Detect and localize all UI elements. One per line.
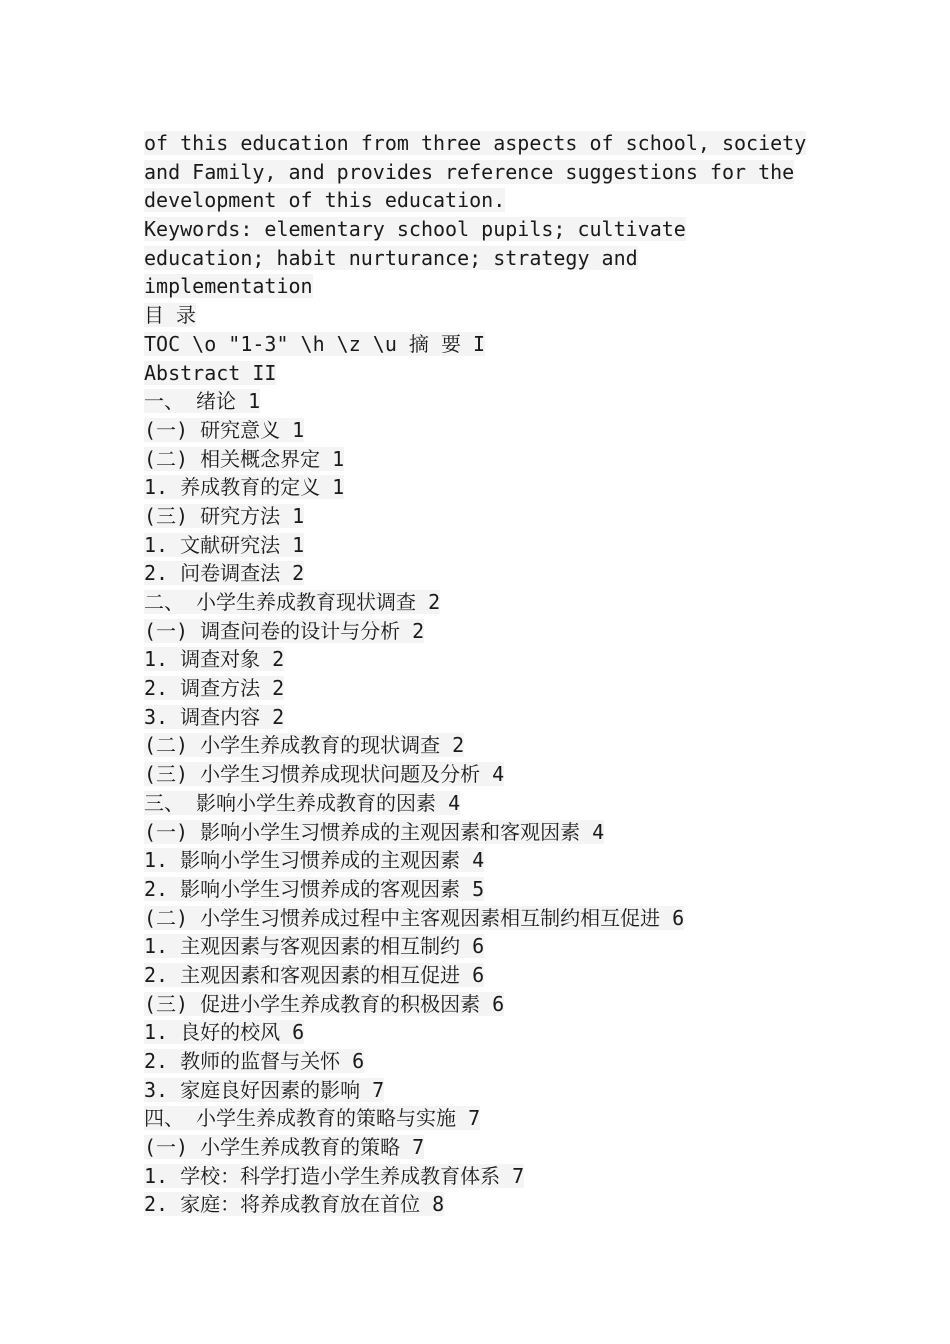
- toc-heading: [144, 301, 824, 330]
- toc-entry: [144, 473, 824, 502]
- toc-entry: [144, 904, 824, 933]
- toc-entry-text: 1. 良好的校风 6: [144, 1020, 305, 1045]
- toc-entry: [144, 588, 824, 617]
- toc-entry: [144, 359, 824, 388]
- toc-entry-text: (三) 研究方法 1: [144, 503, 305, 528]
- toc-heading-text: 目 录: [144, 303, 197, 328]
- toc-entry-text: 1. 调查对象 2: [144, 647, 285, 672]
- toc-entry-text: 2. 教师的监督与关怀 6: [144, 1049, 365, 1073]
- toc-entry: [144, 1104, 824, 1133]
- keywords-line: [144, 244, 824, 273]
- toc-entry: [144, 846, 824, 875]
- toc-entry: [144, 674, 824, 703]
- abstract-line: [144, 158, 824, 187]
- abstract-text: of this education from three aspects of school, society: [144, 131, 807, 155]
- toc-entry: [144, 1162, 824, 1191]
- toc-entry: [144, 617, 824, 646]
- toc-entry: [144, 330, 824, 359]
- toc-entry-text: (二) 小学生养成教育的现状调查 2: [144, 733, 465, 758]
- toc-entry-text: (一) 调查问卷的设计与分析 2: [144, 618, 425, 643]
- keywords-text: implementation: [144, 274, 313, 299]
- toc-entry-text: 1. 文献研究法 1: [144, 532, 305, 557]
- toc-entry: [144, 1018, 824, 1047]
- toc-entry-text: 2. 问卷调查法 2: [144, 561, 305, 586]
- toc-entry: [144, 387, 824, 416]
- toc-entry: [144, 1076, 824, 1105]
- keywords-text: education; habit nurturance; strategy and: [144, 245, 638, 270]
- toc-entry-text: (一) 研究意义 1: [144, 417, 305, 442]
- toc-entry: [144, 445, 824, 474]
- toc-entry-text: Abstract II: [144, 360, 277, 385]
- toc-entry-text: 1. 影响小学生习惯养成的主观因素 4: [144, 848, 485, 873]
- toc-entry-text: 3. 调查内容 2: [144, 704, 285, 729]
- toc-entry-text: 1. 养成教育的定义 1: [144, 475, 345, 500]
- toc-entry: [144, 932, 824, 961]
- keywords-text: Keywords: elementary school pupils; cultivate: [144, 217, 686, 242]
- abstract-text: and Family, and provides reference suggestions for the: [144, 159, 795, 184]
- toc-entry: [144, 990, 824, 1019]
- toc-entry-text: (一) 影响小学生习惯养成的主观因素和客观因素 4: [144, 819, 605, 844]
- toc-entry: [144, 1047, 824, 1076]
- toc-entry-text: 1. 学校：科学打造小学生养成教育体系 7: [144, 1163, 525, 1188]
- toc-entry: [144, 818, 824, 847]
- toc-entry-text: TOC \o "1-3" \h \z \u 摘 要 I: [144, 331, 486, 356]
- toc-entry-text: 2. 主观因素和客观因素的相互促进 6: [144, 962, 485, 987]
- toc-entry-text: 2. 家庭：将养成教育放在首位 8: [144, 1192, 445, 1217]
- abstract-text: development of this education.: [144, 188, 506, 213]
- keywords-line: [144, 215, 824, 244]
- toc-entry-text: 1. 主观因素与客观因素的相互制约 6: [144, 934, 485, 959]
- toc-entry-text: (二) 相关概念界定 1: [144, 446, 345, 471]
- toc-entry: [144, 531, 824, 560]
- toc-entry: [144, 875, 824, 904]
- toc-entry: [144, 1133, 824, 1162]
- toc-entry: [144, 760, 824, 789]
- toc-entry: [144, 731, 824, 760]
- toc-entry-text: 一、 绪论 1: [144, 389, 261, 414]
- toc-entry-text: 2. 调查方法 2: [144, 676, 285, 701]
- toc-entry: [144, 961, 824, 990]
- abstract-line: [144, 129, 824, 158]
- toc-entry-text: (三) 促进小学生养成教育的积极因素 6: [144, 991, 505, 1016]
- toc-entry-text: (三) 小学生习惯养成现状问题及分析 4: [144, 762, 505, 787]
- toc-entry-text: (一) 小学生养成教育的策略 7: [144, 1135, 425, 1160]
- toc-entry: [144, 559, 824, 588]
- document-page: [144, 129, 824, 1219]
- keywords-line: [144, 272, 824, 301]
- toc-entry: [144, 645, 824, 674]
- toc-entry: [144, 416, 824, 445]
- toc-entry: [144, 789, 824, 818]
- toc-entry: [144, 502, 824, 531]
- toc-entry-text: 3. 家庭良好因素的影响 7: [144, 1077, 385, 1102]
- toc-entry-text: (二) 小学生习惯养成过程中主客观因素相互制约相互促进 6: [144, 905, 685, 930]
- abstract-line: [144, 186, 824, 215]
- toc-entry: [144, 703, 824, 732]
- toc-entry-text: 2. 影响小学生习惯养成的客观因素 5: [144, 876, 485, 901]
- toc-entry-text: 三、 影响小学生养成教育的因素 4: [144, 790, 461, 815]
- toc-entry-text: 二、 小学生养成教育现状调查 2: [144, 590, 441, 614]
- toc-entry-text: 四、 小学生养成教育的策略与实施 7: [144, 1106, 481, 1131]
- toc-entry: [144, 1190, 824, 1219]
